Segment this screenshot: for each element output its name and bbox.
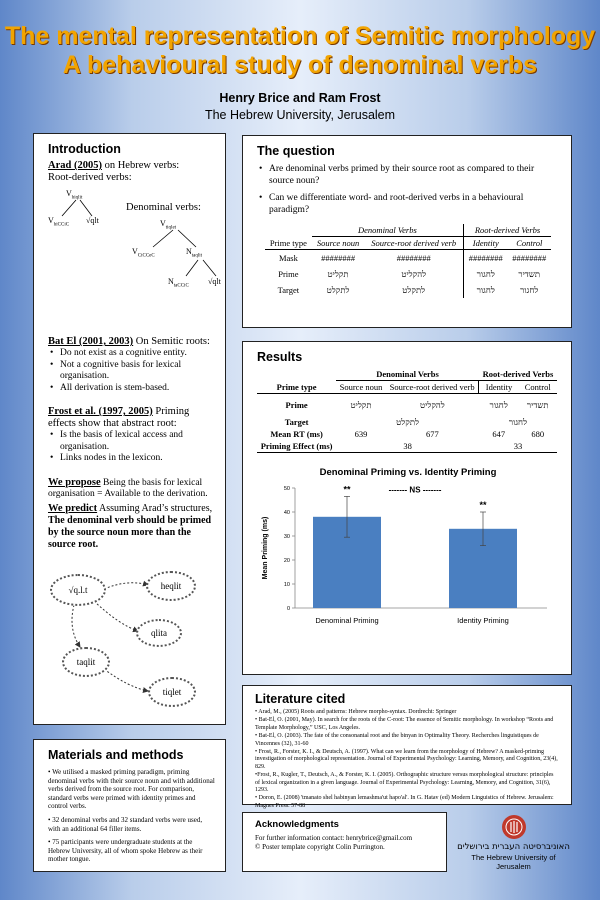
column-header: Source-root derived verb	[371, 238, 457, 248]
node-taqlit: taqlit	[62, 647, 110, 677]
tree-diagrams	[48, 184, 225, 306]
batel-list	[48, 348, 217, 394]
y-tick-label: 20	[283, 557, 290, 564]
title-line-1: The mental representation of Semitic morphology	[4, 22, 596, 50]
reference-list	[255, 709, 559, 810]
tree2-bottom: $N_{taCCiC}$	[168, 277, 189, 289]
emblem-icon	[501, 814, 527, 840]
introduction-heading: Introduction	[48, 142, 121, 156]
network-graph	[48, 569, 225, 719]
results-heading: Results	[257, 350, 303, 364]
title-line-2: A behavioural study of denominal verbs	[62, 51, 538, 79]
list-item: • Can we differentiate word- and root-derived verbs in a behavioural paradigm?	[257, 193, 559, 216]
list-item: • We utilised a masked priming paradigm, priming denominal verbs with their source noun and with additional verbs derived from the source root. For comparison, standard verbs were primed with identity primes and control verbs.	[48, 768, 215, 811]
node-heqlit: heqlit	[146, 571, 196, 601]
y-tick-label: 40	[283, 509, 290, 516]
chart-title: Denominal Priming vs. Identity Priming	[319, 466, 497, 478]
tree1-left: $V_{hiCCiC}$	[48, 216, 70, 228]
copyright-line: © Poster template copyright Colin Purrington.	[255, 843, 385, 851]
table-row: Mean RT (ms) 639 677 647 680	[270, 428, 545, 439]
frost-reference: Frost et al. (1997, 2005)	[48, 406, 153, 417]
y-tick-label: 50	[283, 485, 290, 492]
table-row: Prime תקליט להקליט לחגור תשדיר	[265, 266, 551, 282]
reference: • Doron, E. (2008) 'tmanato shel habinyan lemashma'ut hapo'al'. In G. Hatav (ed) Modern Linguistics of Hebrew. Jerusalem: Magnes Press. 57-88	[255, 795, 554, 809]
denominal-label: Denominal verbs:	[126, 202, 201, 213]
significance-label: **	[343, 483, 351, 494]
list-item: • Do not exist as a cognitive entity.	[48, 348, 217, 360]
arad-reference: Arad (2005)	[48, 160, 102, 171]
tree2-top: $V_{tiqlet}$	[160, 219, 177, 231]
group-denominal: Denominal Verbs	[312, 224, 464, 237]
reference: • Bat-El, O. (2003). The fate of the consonantal root and the binyan in Optimality Theory. Recherches linguistiques de Vincennes (32), 31-60	[255, 733, 539, 747]
list-item: • Not a cognitive basis for lexical organisation.	[48, 360, 217, 383]
y-tick-label: 30	[283, 533, 290, 540]
methods-text	[48, 768, 215, 864]
priming-bar-chart	[257, 478, 557, 638]
y-axis-label: Mean Priming (ms)	[262, 516, 269, 579]
column-header: Control	[516, 238, 543, 248]
group-root-derived: Root-derived Verbs	[464, 224, 551, 237]
acknowledgments-panel	[242, 812, 447, 872]
question-heading: The question	[257, 144, 335, 158]
root-derived-label: Root-derived verbs:	[48, 172, 132, 183]
list-item: • All derivation is stem-based.	[48, 383, 217, 395]
node-tiqlet: tiqlet	[148, 677, 196, 707]
tree2-left: $V_{CiCCeC}$	[132, 247, 155, 259]
table-row: Target לתקלט לתקלט לחגור לחגור	[265, 282, 551, 298]
reference: • Arad, M., (2005) Roots and patterns: Hebrew morpho-syntax. Dordrecht: Springer	[255, 709, 457, 715]
node-root: √q.l.t	[50, 574, 106, 606]
list-item: • Links nodes in the lexicon.	[48, 453, 217, 465]
prediction-statement: The denominal verb should be primed by the source noun more than the source root.	[48, 514, 212, 550]
question-panel	[242, 135, 572, 328]
list-item: • 32 denominal verbs and 32 standard verbs were used, with an additional 64 filler items.	[48, 815, 203, 833]
logo-hebrew: האוניברסיטה העברית בירושלים	[457, 842, 570, 852]
university-logo	[455, 812, 572, 872]
methods-panel	[33, 739, 226, 872]
table-row: Prime תקליט להקליט לחגור תשדיר	[285, 399, 549, 410]
reference: • Frost, R., Forster, K. I., & Deutsch, A. (1997). What can we learn from the morphology of Hebrew? A masked-priming investigation of morphological representation. Journal of Experimental Psychology: Learning, Memory, and Cognition, 23(4), 829.	[255, 749, 558, 770]
predict-label: We predict	[48, 502, 98, 514]
table-row: Mask ######## ######## ######## ########	[265, 250, 551, 266]
authors: Henry Brice and Ram Frost	[219, 91, 381, 105]
literature-heading: Literature cited	[255, 692, 346, 706]
y-tick-label: 0	[286, 605, 290, 612]
ns-annotation: ------- NS -------	[388, 484, 442, 494]
column-header: Source noun	[316, 238, 360, 248]
poster-title	[0, 22, 600, 80]
logo-english: The Hebrew University of Jerusalem	[471, 853, 556, 871]
table-row: Target לתקלט לחגור	[284, 416, 528, 427]
list-item: • Is the basis of lexical access and organisation.	[48, 430, 217, 453]
reference: •Frost, R., Kugler, T., Deutsch, A., & Forster, K. I. (2005). Orthographic structure versus morphological structure: principles of lexical organization in a given language. Journal of Experimental Psychology: Learning, Memory, and Cognition, 31(6), 1293.	[255, 772, 554, 794]
acknowledgments-heading: Acknowledgments	[255, 819, 339, 830]
reference: • Bat-El, O. (2001, May). In search for the roots of the C-root: The essence of Semitic morphology. In workshop “Roots and Template Morphology,” USC, Los Angeles.	[255, 717, 554, 731]
tree2-root: √qlt	[208, 277, 221, 286]
tree1-root: √qlt	[86, 216, 99, 225]
literature-panel	[242, 685, 572, 809]
batel-reference: Bat El (2001, 2003)	[48, 336, 134, 347]
table-row: Priming Effect (ms) 38 33	[257, 440, 557, 453]
results-panel	[242, 341, 572, 675]
contact-line: For further information contact: henrybrice@gmail.com	[255, 834, 413, 842]
affiliation: The Hebrew University, Jerusalem	[204, 108, 396, 122]
methods-heading: Materials and methods	[48, 748, 184, 762]
list-item: • Are denominal verbs primed by their source root as compared to their source noun?	[257, 164, 559, 187]
tree1-top: $V_{hiqlit}$	[66, 189, 83, 201]
category-label: Denominal Priming	[315, 615, 379, 625]
list-item: • 75 participants were undergraduate students at the Hebrew University, all of whom spoke Hebrew as their mother tongue.	[48, 838, 203, 864]
column-header: Prime type	[269, 237, 307, 248]
introduction-panel: Introduction Arad (2005) on Hebrew verbs: Root-derived verbs: $V_{hiqlit}$ $V_{hiCCiC}$ √qlt Denominal verbs: $V_{tiqlet}$ $V_{CiCCeC}$ $N_{taqlit}$ $N_{taCCiC}$ √qlt Bat El (2001, 2003) On Semitic roots: • Do not exist as a cognitive entity. • Not a cognitive basis for lexical organisation. • All derivation is stem-based. Frost et al. (1997, 2005) Priming effects show that abstract root: • Is the basis of lexical access and organisation. • Links nodes in the lexicon. We propose Being the basis for lexical organisation = Available to the derivation. We predict Assuming Arad’s structures, The denominal verb should be primed by the source noun more than the source root. √q.l.t heqlit qlita taqlit tiqlet	[33, 133, 226, 725]
y-tick-label: 10	[283, 581, 290, 588]
results-table: Denominal Verbs Root-derived Verbs Prime type Source noun Source-root derived verb Identity Control Prime תקליט להקליט לחגור תשדיר Target לתקלט לחגור Mean RT (ms) 639 677 647 680 Priming Effect (ms) 38 33	[257, 368, 557, 453]
design-table	[265, 224, 551, 298]
column-header: Identity	[464, 237, 508, 250]
tree2-mid: $N_{taqlit}$	[186, 247, 203, 259]
propose-label: We propose	[48, 476, 101, 488]
frost-list	[48, 430, 217, 465]
category-label: Identity Priming	[457, 615, 509, 625]
node-qlita: qlita	[136, 619, 182, 647]
significance-label: **	[479, 499, 487, 510]
